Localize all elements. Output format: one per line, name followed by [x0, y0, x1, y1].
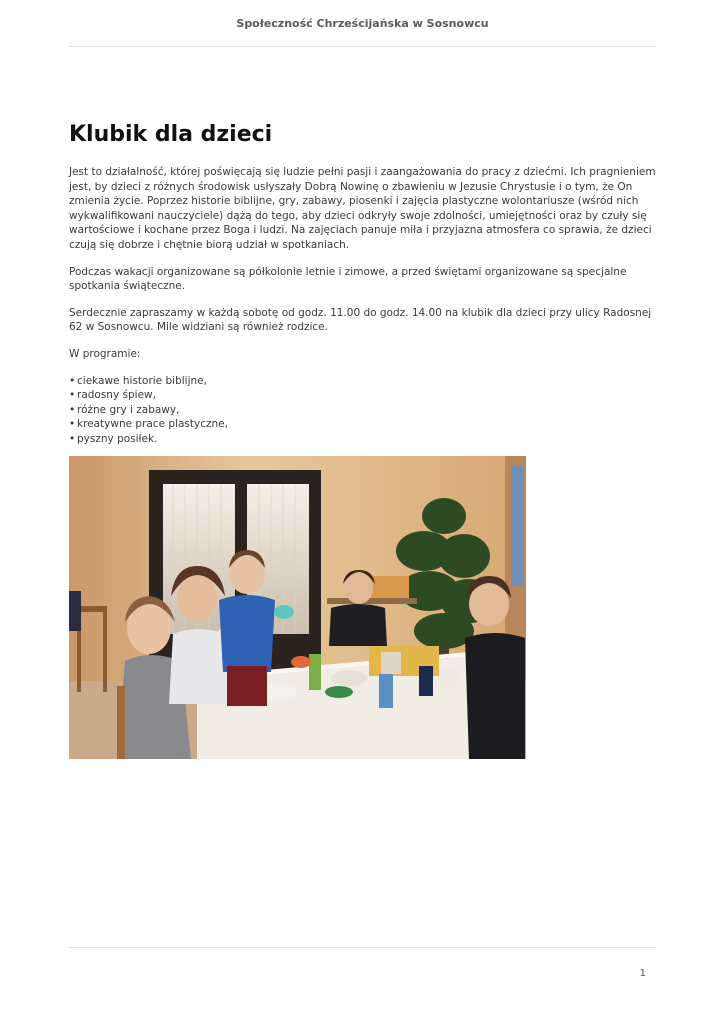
list-item-text: różne gry i zabawy, [77, 403, 180, 416]
photo-children-crafts-icon [69, 456, 526, 759]
list-item [69, 374, 659, 389]
list-item [69, 417, 659, 432]
list-item [69, 403, 659, 418]
list-item [69, 388, 659, 403]
bullet-icon: • [69, 432, 76, 445]
paragraph-holidays: Podczas wakacji organizowane są półkolonie letnie i zimowe, a przed świętami organizowane są specjalne spotkania świąteczne. [69, 265, 627, 293]
paragraph-intro: Jest to działalność, której poświęcają się ludzie pełni pasji i zaangażowania do pracy z dziećmi. Ich pragnieniem jest, by dzieci z różnych środowisk usłyszały Dobrą Nowinę o zbawieniu w Jezusie Chrystusie i o tym, że On zmienia życie. Poprzez historie biblijne, gry, zabawy, piosenki i zajęcia plastyczne wolontariusze (wśród nich wykwalifikowani nauczyciele) dążą do tego, aby dzieci odkryły swoje zdolności, umiejętności oraz by czuły się wartościowe i kochane przez Boga i ludzi. Na zajęciach panuje miła i przyjazna atmosfera co sprawia, że dzieci czują się dobrze i chętnie biorą udział w spotkaniach. [69, 166, 656, 251]
paragraph-invitation: Serdecznie zapraszamy w każdą sobotę od godz. 11.00 do godz. 14.00 na klubik dla dzieci przy ulicy Radosnej 62 w Sosnowcu. Mile widziani są również rodzice. [69, 306, 652, 334]
list-item-text: pyszny posiłek. [77, 432, 158, 445]
bullet-icon: • [69, 389, 76, 402]
program-list [69, 374, 659, 447]
bullet-icon: • [69, 403, 76, 416]
paragraph-program-heading: W programie: [69, 347, 141, 360]
list-item-text: kreatywne prace plastyczne, [77, 418, 228, 431]
header-divider [69, 46, 656, 47]
site-title: Społeczność Chrześcijańska w Sosnowcu [236, 17, 489, 30]
footer-divider [69, 947, 656, 948]
page-title: Klubik dla dzieci [69, 122, 273, 147]
article [69, 120, 659, 447]
list-item-text: ciekawe historie biblijne, [77, 374, 207, 387]
bullet-icon: • [69, 418, 76, 431]
list-item [69, 432, 659, 447]
list-item-text: radosny śpiew, [77, 389, 156, 402]
bullet-icon: • [69, 374, 76, 387]
page-number: 1 [639, 968, 646, 979]
